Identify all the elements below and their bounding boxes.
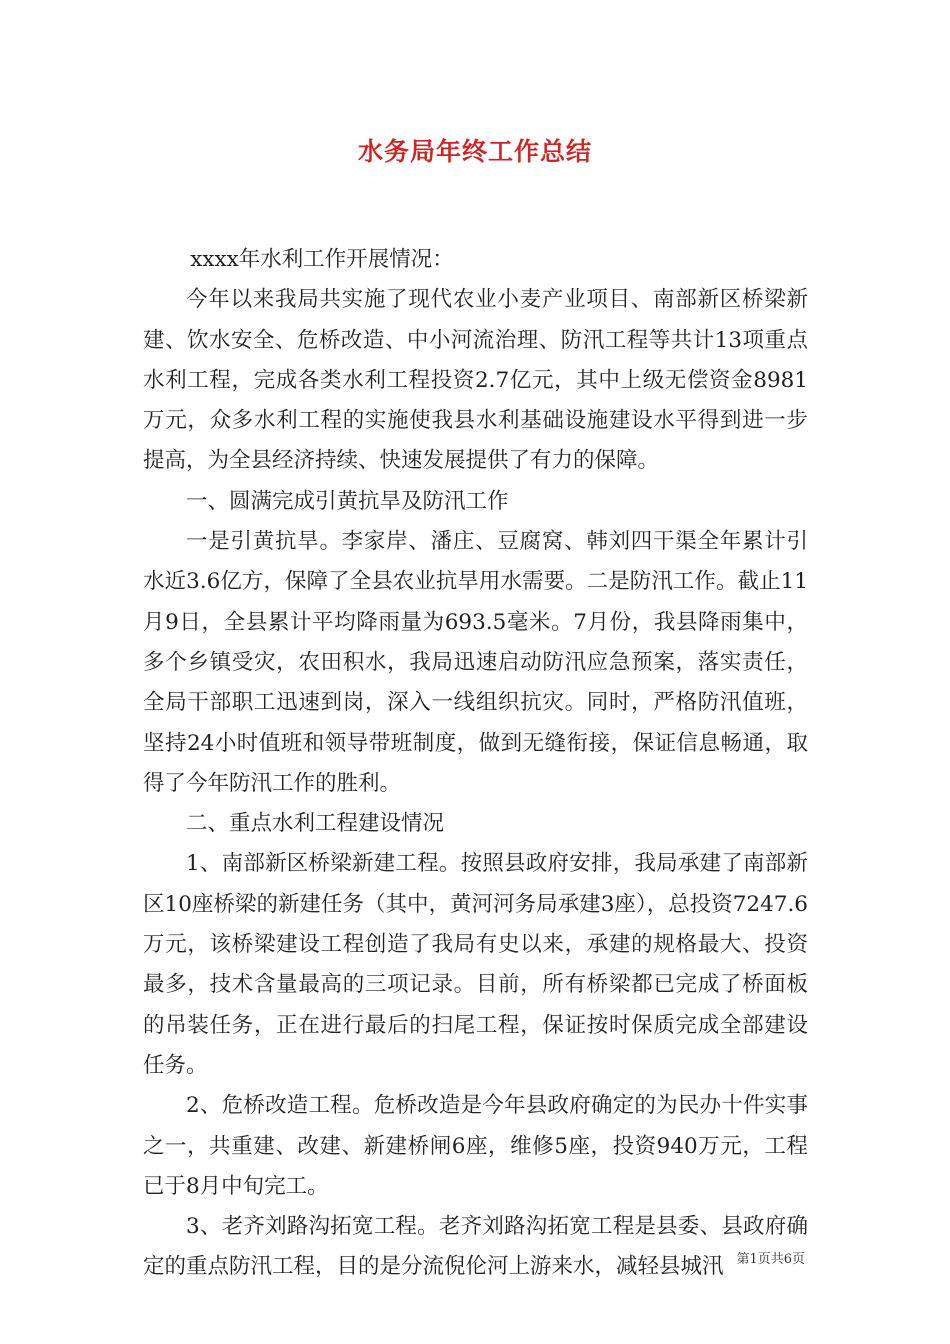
section-heading-1: 一、圆满完成引黄抗旱及防汛工作 — [186, 488, 509, 514]
page-title: 水务局年终工作总结 — [357, 137, 592, 166]
section-heading-2: 二、重点水利工程建设情况 — [186, 811, 445, 837]
paragraph-dangerous-bridge: 2、危桥改造工程。危桥改造是今年县政府确定的为民办十件实事之一，共重建、改建、新建桥闸6座，维修5座，投资940万元，工程已于8月中旬完工。 — [143, 1093, 808, 1199]
paragraph-overview: 今年以来我局共实施了现代农业小麦产业项目、南部新区桥梁新建、饮水安全、危桥改造、中小河流治理、防汛工程等共计13项重点水利工程，完成各类水利工程投资2.7亿元，其中上级无偿资金8981万元，众多水利工程的实施使我县水利基础设施建设水平得到进一步提高，为全县经济持续、快速发展提供了有力的保障。 — [143, 287, 808, 474]
paragraph-ditch-widening: 3、老齐刘路沟拓宽工程。老齐刘路沟拓宽工程是县委、县政府确定的重点防汛工程，目的是分流倪伦河上游来水，减轻县城汛 — [143, 1214, 808, 1280]
paragraph-bridge-project: 1、南部新区桥梁新建工程。按照县政府安排，我局承建了南部新区10座桥梁的新建任务（其中，黄河河务局承建3座），总投资7247.6万元，该桥梁建设工程创造了我局有史以来，承建的规格最大、投资最多，技术含量最高的三项记录。目前，所有桥梁都已完成了桥面板的吊装任务，正在进行最后的扫尾工程，保证按时保质完成全部建设任务。 — [143, 851, 808, 1078]
paragraph-flood-drought: 一是引黄抗旱。李家岸、潘庄、豆腐窝、韩刘四干渠全年累计引水近3.6亿方，保障了全县农业抗旱用水需要。二是防汛工作。截止11月9日，全县累计平均降雨量为693.5毫米。7月份，我县降雨集中，多个乡镇受灾，农田积水，我局迅速启动防汛应急预案，落实责任，全局干部职工迅速到岗，深入一线组织抗灾。同时，严格防汛值班，坚持24小时值班和领导带班制度，做到无缝衔接，保证信息畅通，取得了今年防汛工作的胜利。 — [143, 529, 808, 796]
page-number: 第1页共6页 — [736, 1252, 805, 1267]
document-body — [143, 240, 808, 1288]
paragraph-intro-heading: xxxx年水利工作开展情况： — [190, 247, 454, 272]
